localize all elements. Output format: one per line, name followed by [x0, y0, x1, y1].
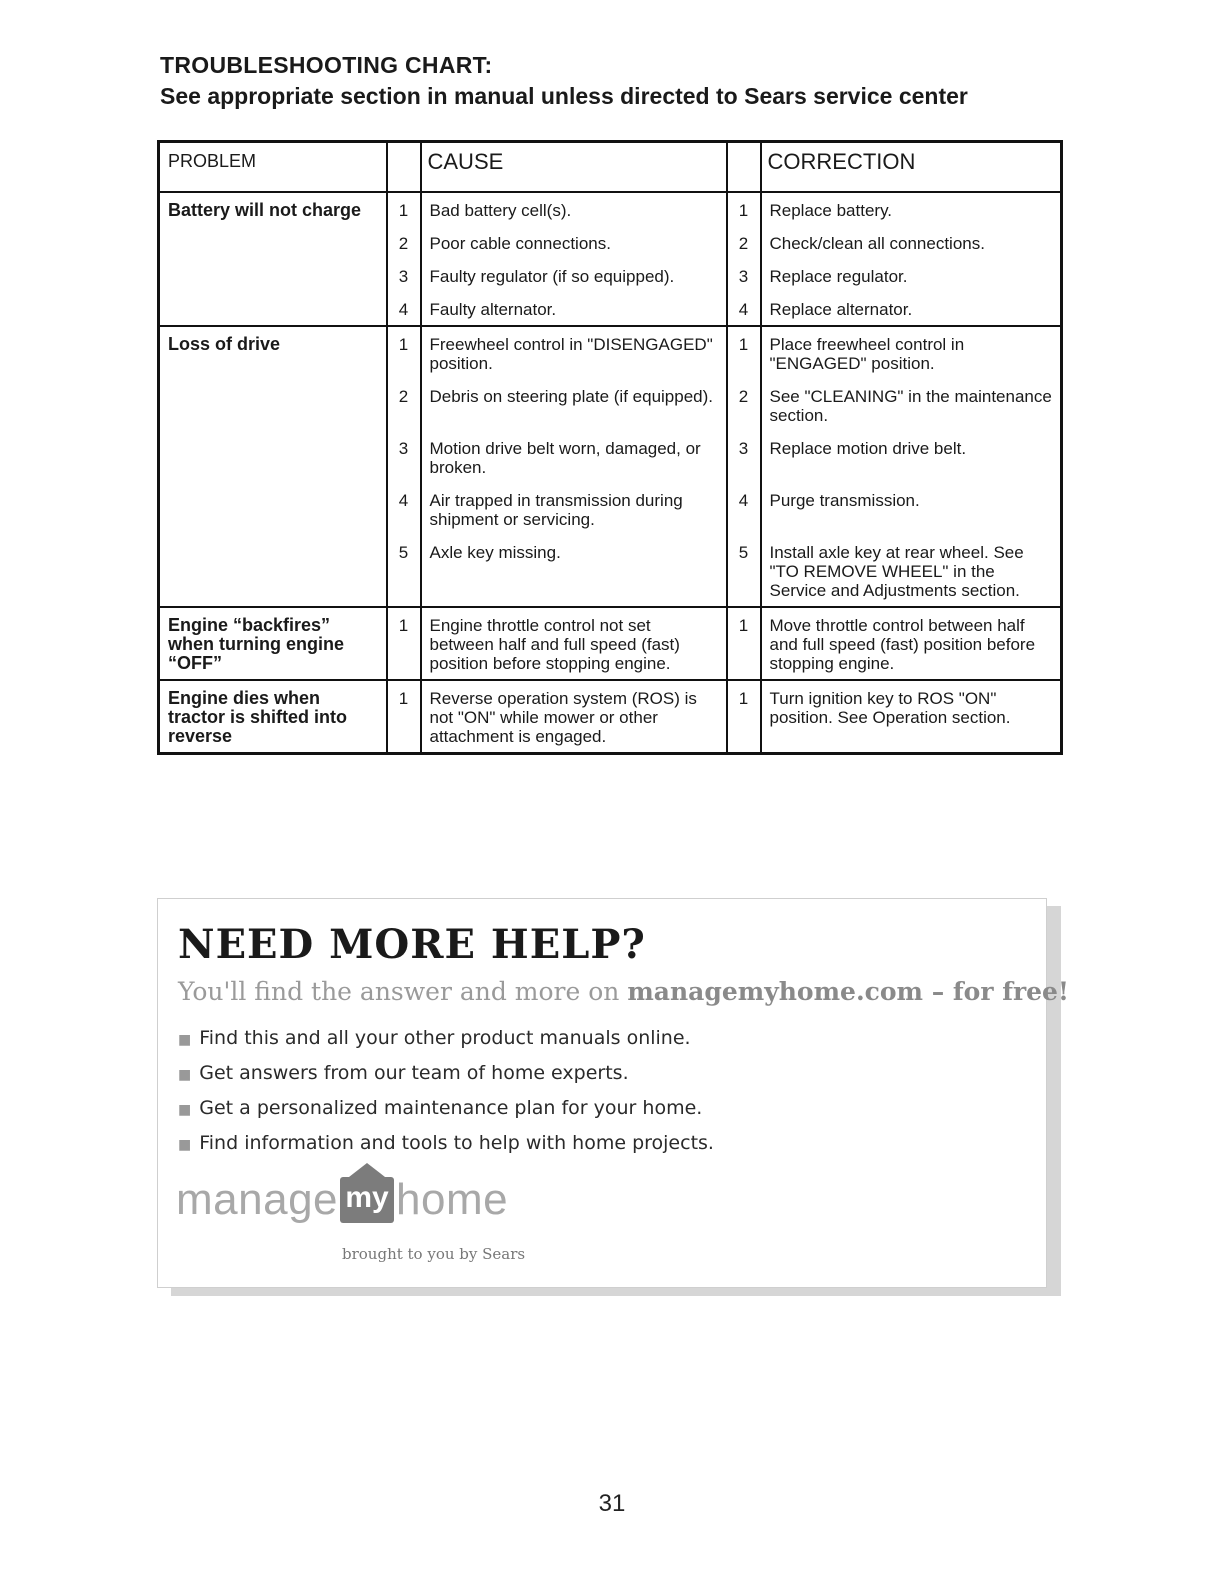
cause-num: 4 [387, 292, 421, 326]
correction-num: 1 [727, 607, 761, 680]
chart-title: TROUBLESHOOTING CHART: [160, 52, 493, 78]
header-correction-num [727, 142, 761, 193]
cause-num: 1 [387, 326, 421, 379]
bullet-icon: ■ [178, 1032, 192, 1048]
help-bullet-list [178, 1027, 714, 1167]
correction-text: Turn ignition key to ROS "ON" position. See Operation section. [761, 680, 1062, 754]
cause-text: Air trapped in transmission during shipment or servicing. [421, 483, 727, 535]
correction-text: Place freewheel control in "ENGAGED" position. [761, 326, 1062, 379]
help-subtitle-link[interactable]: managemyhome.com – for free! [627, 977, 1069, 1006]
troubleshooting-table [157, 140, 1063, 755]
logo-word-manage: manage [176, 1175, 339, 1224]
list-item [178, 1062, 714, 1097]
correction-text: Install axle key at rear wheel. See "TO REMOVE WHEEL" in the Service and Adjustments section. [761, 535, 1062, 607]
bullet-icon: ■ [178, 1067, 192, 1083]
correction-text: Replace motion drive belt. [761, 431, 1062, 483]
correction-text: Replace regulator. [761, 259, 1062, 292]
table-row [159, 680, 1062, 754]
correction-num: 1 [727, 326, 761, 379]
logo-house-icon [340, 1177, 394, 1223]
problem-cell: Engine dies when tractor is shifted into reverse [159, 680, 387, 754]
chart-subtitle: See appropriate section in manual unless directed to Sears service center [160, 83, 968, 109]
cause-num: 3 [387, 431, 421, 483]
correction-text: Purge transmission. [761, 483, 1062, 535]
chart-heading [160, 52, 968, 110]
bullet-text: Get answers from our team of home experts. [199, 1062, 629, 1084]
cause-text: Debris on steering plate (if equipped). [421, 379, 727, 431]
correction-num: 1 [727, 192, 761, 226]
bullet-text: Get a personalized maintenance plan for your home. [199, 1097, 703, 1119]
list-item [178, 1132, 714, 1167]
help-subtitle [178, 977, 1069, 1006]
bullet-text: Find this and all your other product manuals online. [199, 1027, 691, 1049]
table-row [159, 192, 1062, 226]
list-item [178, 1027, 714, 1062]
header-correction: CORRECTION [761, 142, 1062, 193]
help-subtitle-text: You'll find the answer and more on [178, 977, 628, 1006]
correction-text: Replace battery. [761, 192, 1062, 226]
logo-word-home: home [396, 1175, 509, 1224]
correction-num: 4 [727, 292, 761, 326]
help-title: NEED MORE HELP? [178, 921, 646, 968]
correction-num: 2 [727, 226, 761, 259]
correction-num: 3 [727, 259, 761, 292]
cause-text: Faulty alternator. [421, 292, 727, 326]
cause-text: Bad battery cell(s). [421, 192, 727, 226]
cause-text: Engine throttle control not set between half and full speed (fast) position before stopping engine. [421, 607, 727, 680]
header-problem: PROBLEM [159, 142, 387, 193]
problem-cell: Battery will not charge [159, 192, 387, 326]
bullet-text: Find information and tools to help with home projects. [199, 1132, 714, 1154]
correction-text: Replace alternator. [761, 292, 1062, 326]
cause-text: Poor cable connections. [421, 226, 727, 259]
cause-num: 4 [387, 483, 421, 535]
problem-cell: Loss of drive [159, 326, 387, 607]
header-cause-num [387, 142, 421, 193]
cause-text: Motion drive belt worn, damaged, or broken. [421, 431, 727, 483]
table-row [159, 326, 1062, 379]
cause-text: Reverse operation system (ROS) is not "ON" while mower or other attachment is engaged. [421, 680, 727, 754]
cause-num: 3 [387, 259, 421, 292]
logo-word-my: my [345, 1181, 389, 1214]
table-header-row [159, 142, 1062, 193]
list-item [178, 1097, 714, 1132]
cause-num: 1 [387, 680, 421, 754]
managemyhome-logo [176, 1175, 508, 1235]
bullet-icon: ■ [178, 1102, 192, 1118]
correction-num: 5 [727, 535, 761, 607]
correction-text: Check/clean all connections. [761, 226, 1062, 259]
correction-num: 3 [727, 431, 761, 483]
cause-text: Freewheel control in "DISENGAGED" position. [421, 326, 727, 379]
cause-text: Faulty regulator (if so equipped). [421, 259, 727, 292]
correction-num: 2 [727, 379, 761, 431]
table-row [159, 607, 1062, 680]
cause-num: 1 [387, 192, 421, 226]
correction-text: Move throttle control between half and full speed (fast) position before stopping engine. [761, 607, 1062, 680]
cause-text: Axle key missing. [421, 535, 727, 607]
brought-by-sears: brought to you by Sears [342, 1245, 526, 1263]
cause-num: 2 [387, 226, 421, 259]
cause-num: 2 [387, 379, 421, 431]
problem-cell: Engine “backfires” when turning engine “OFF” [159, 607, 387, 680]
header-cause: CAUSE [421, 142, 727, 193]
help-panel [157, 898, 1069, 1288]
correction-num: 4 [727, 483, 761, 535]
bullet-icon: ■ [178, 1137, 192, 1153]
correction-text: See "CLEANING" in the maintenance section. [761, 379, 1062, 431]
correction-num: 1 [727, 680, 761, 754]
page-number: 31 [598, 1490, 626, 1517]
cause-num: 1 [387, 607, 421, 680]
cause-num: 5 [387, 535, 421, 607]
